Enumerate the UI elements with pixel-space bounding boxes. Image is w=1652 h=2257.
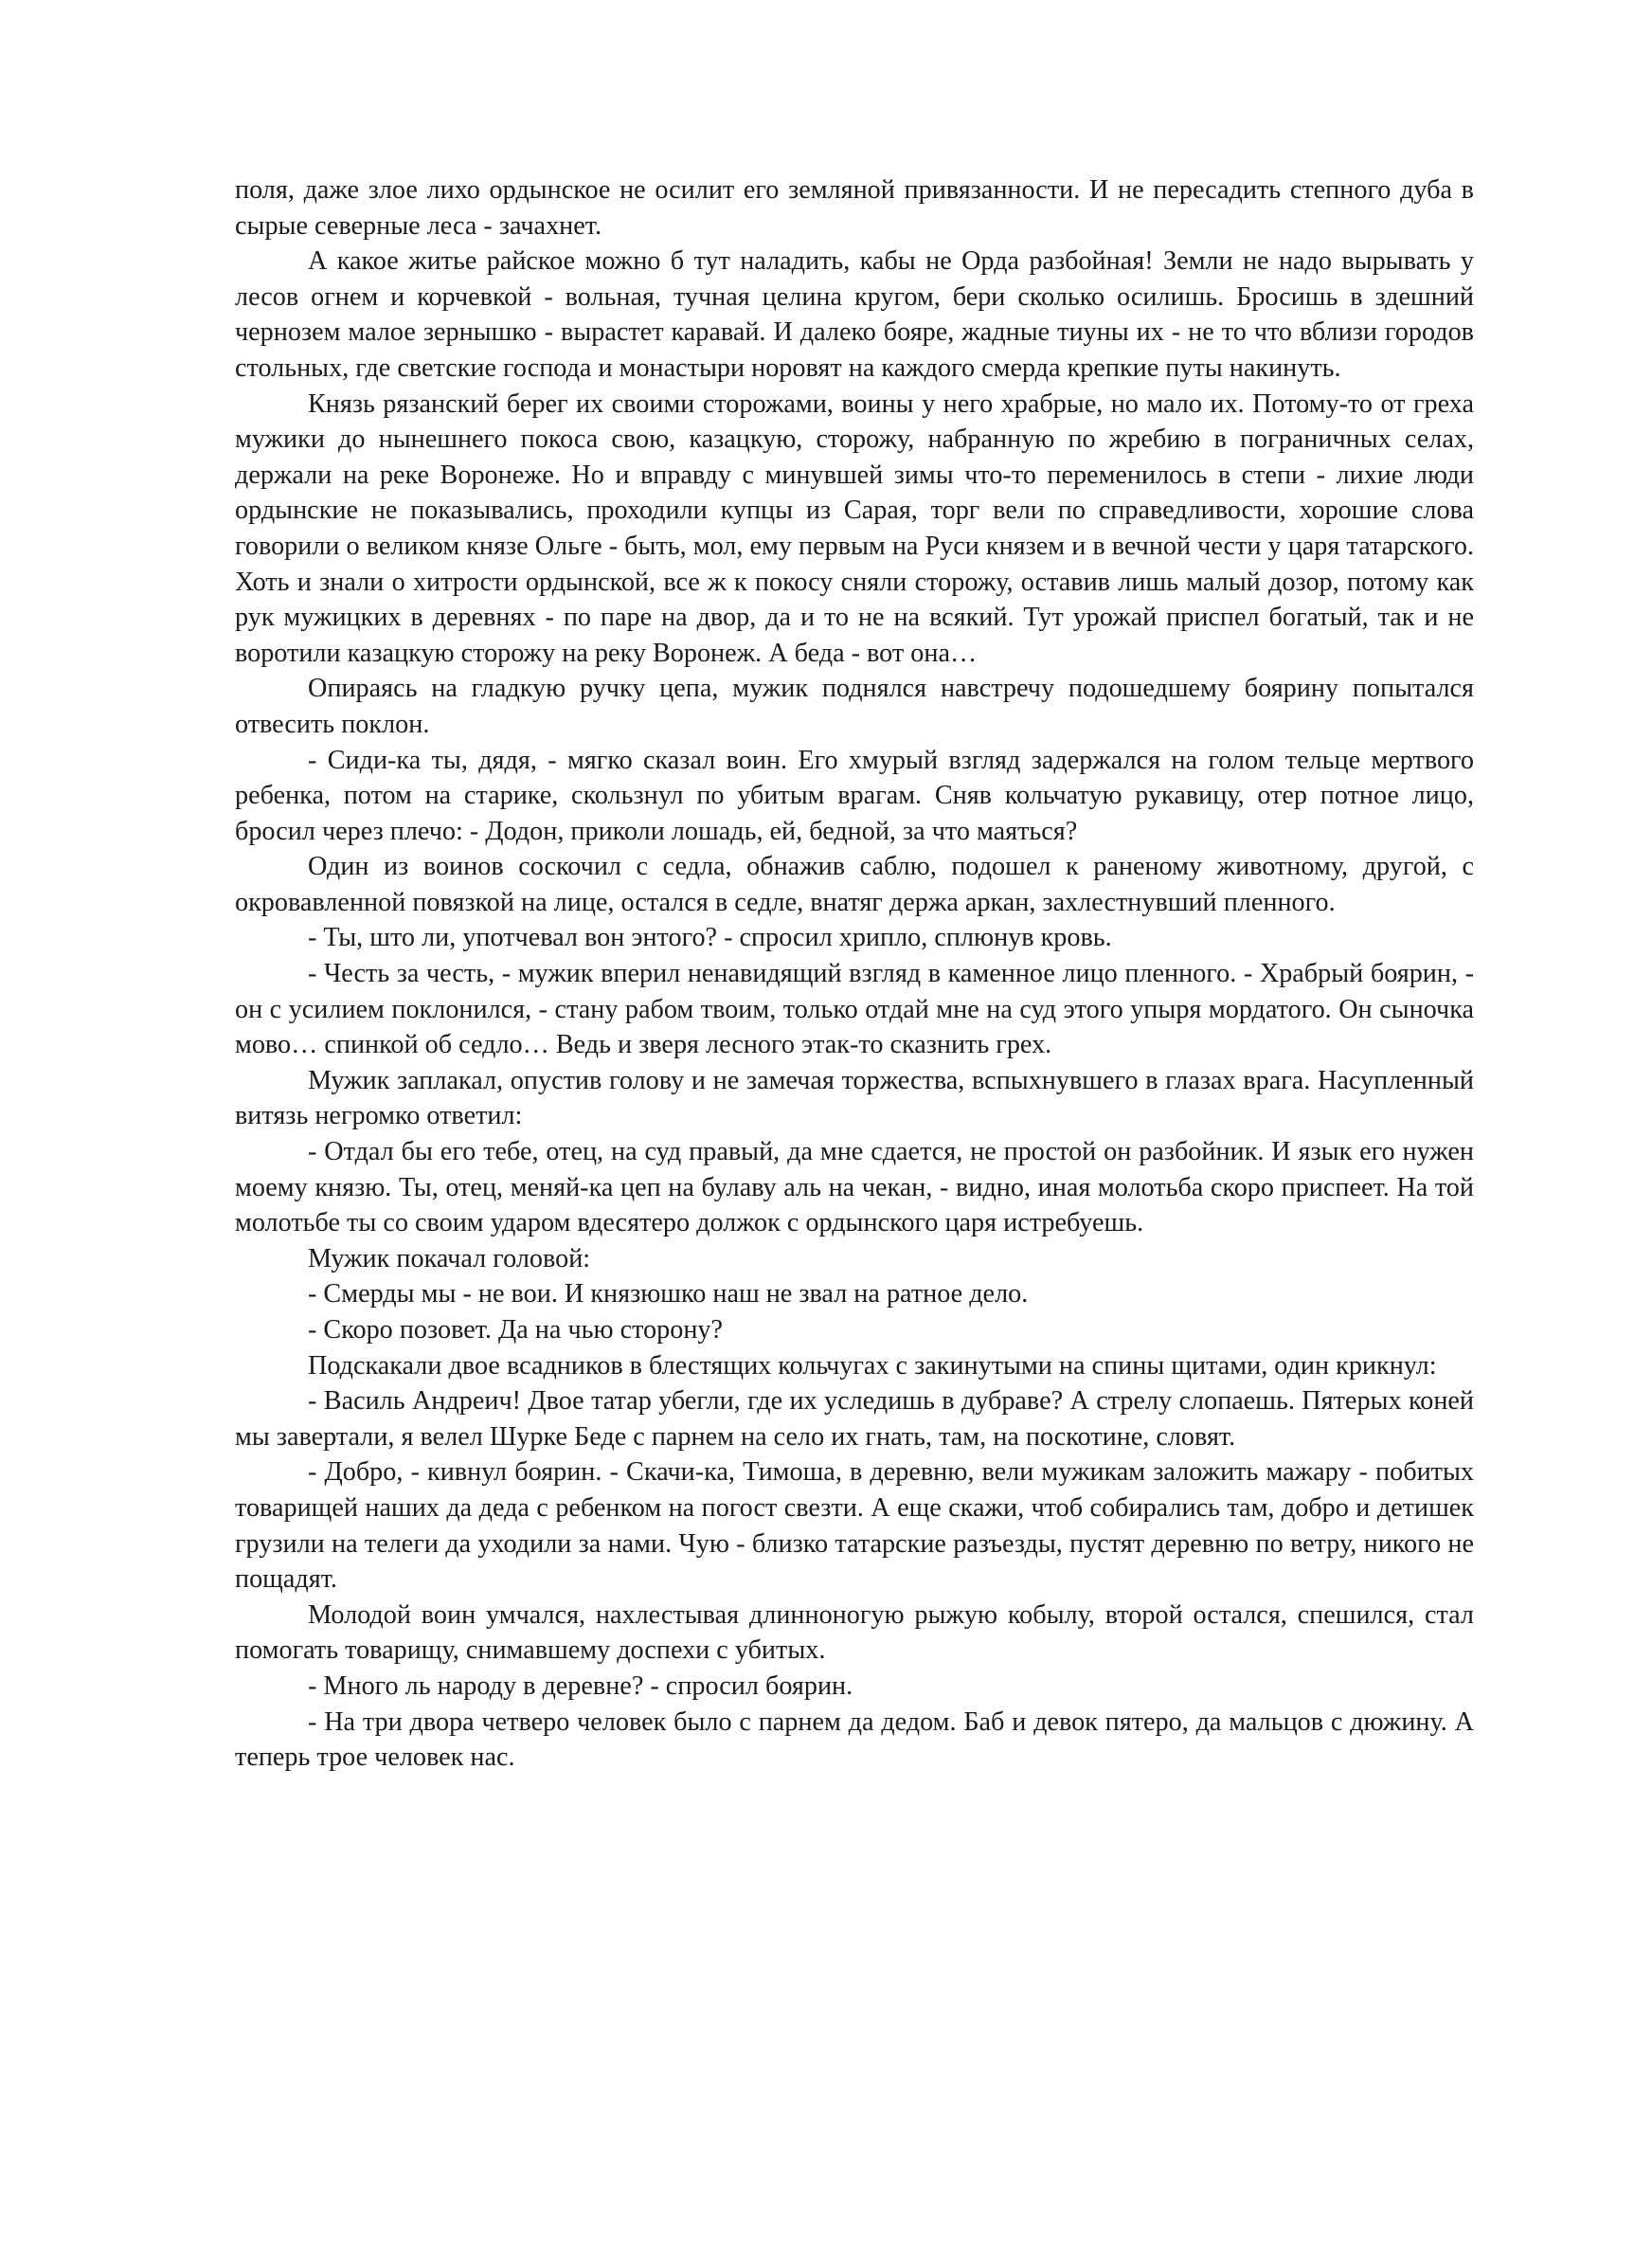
paragraph-12: - Смерды мы - не вои. И князюшко наш не звал на ратное дело. bbox=[308, 1279, 1029, 1309]
paragraph-17: Молодой воин умчался, нахлестывая длинноногую рыжую кобылу, второй остался, спешился, стал помогать товарищу, снимавшему доспехи с убитых. bbox=[235, 1599, 1474, 1666]
paragraph-1: поля, даже злое лихо ордынское не осилит его земляной привязанности. И не пересадить степного дуба в сырые северные леса - зачахнет. bbox=[235, 175, 1474, 241]
paragraph-13: - Скоро позовет. Да на чью сторону? bbox=[308, 1315, 724, 1345]
paragraph-3: Князь рязанский берег их своими сторожами, воины у него храбрые, но мало их. Потому-то от греха мужики до нынешнего покоса свою, казацкую, сторожу, набранную по жребию в пограничных селах, держали на реке Воронеже. Но и вправду с минувшей зимы что-то переменилось в степи - лихие люди ордынские не показывались, проходили купцы из Сарая, торг вели по справедливости, хорошие слова говорили о великом князе Ольге - быть, мол, ему первым на Руси князем и в вечной чести у царя татарского. Хоть и знали о хитрости ордынской, все ж к покосу сняли сторожу, оставив лишь малый дозор, потому как рук мужицких в деревнях - по паре на двор, да и то не на всякий. Тут урожай приспел богатый, так и не воротили казацкую сторожу на реку Воронеж. А беда - вот она… bbox=[235, 388, 1474, 668]
document-page bbox=[235, 172, 1474, 1776]
paragraph-2: А какое житье райское можно б тут наладить, кабы не Орда разбойная! Земли не надо вырывать у лесов огнем и корчевкой - вольная, тучная целина кругом, бери сколько осилишь. Бросишь в здешний чернозем малое зернышко - вырастет каравай. И далеко бояре, жадные тиуны их - не то что вблизи городов стольных, где светские господа и монастыри норовят на каждого смерда крепкие путы накинуть. bbox=[235, 246, 1474, 383]
paragraph-18: - Много ль народу в деревне? - спросил боярин. bbox=[308, 1670, 853, 1701]
paragraph-10: - Отдал бы его тебе, отец, на суд правый, да мне сдается, не простой он разбойник. И язык его нужен моему князю. Ты, отец, меняй-ка цеп на булаву аль на чекан, - видно, иная молотьба скоро приспеет. На той молотьбе ты со своим ударом вдесятеро должок с ордынского царя истребуешь. bbox=[235, 1137, 1474, 1238]
paragraph-8: - Честь за честь, - мужик вперил ненавидящий взгляд в каменное лицо пленного. - Храбрый боярин, - он с усилием поклонился, - стану рабом твоим, только отдай мне на суд этого упыря мордатого. Он сыночка мово… спинкой об седло… Ведь и зверя лесного этак-то сказнить грех. bbox=[235, 959, 1474, 1060]
paragraph-14: Подскакали двое всадников в блестящих кольчугах с закинутыми на спины щитами, один крикнул: bbox=[308, 1350, 1437, 1381]
paragraph-11: Мужик покачал головой: bbox=[308, 1243, 591, 1273]
paragraph-6: Один из воинов соскочил с седла, обнажив саблю, подошел к раненому животному, другой, с окровавленной повязкой на лице, остался в седле, внатяг держа аркан, захлестнувший пленного. bbox=[235, 852, 1474, 917]
paragraph-4: Опираясь на гладкую ручку цепа, мужик поднялся навстречу подошедшему боярину попытался отвесить поклон. bbox=[235, 674, 1474, 739]
paragraph-19: - На три двора четверо человек было с парнем да дедом. Баб и девок пятеро, да мальцов с дюжину. А теперь трое человек нас. bbox=[235, 1706, 1474, 1773]
paragraph-15: - Василь Андреич! Двое татар убегли, где их уследишь в дубраве? А стрелу слопаешь. Пятерых коней мы завертали, я велел Шурке Беде с парнем на село их гнать, там, на поскотине, словят. bbox=[235, 1386, 1474, 1452]
paragraph-9: Мужик заплакал, опустив голову и не замечая торжества, вспыхнувшего в глазах врага. Насупленный витязь негромко ответил: bbox=[235, 1065, 1474, 1131]
paragraph-7: - Ты, што ли, употчевал вон энтого? - спросил хрипло, сплюнув кровь. bbox=[308, 923, 1112, 953]
paragraph-16: - Добро, - кивнул боярин. - Скачи-ка, Тимоша, в деревню, вели мужикам заложить мажару - побитых товарищей наших да деда с ребенком на погост свезти. А еще скажи, чтоб собирались там, добро и детишек грузили на телеги да уходили за нами. Чую - близко татарские разъезды, пустят деревню по ветру, никого не пощадят. bbox=[235, 1457, 1474, 1595]
paragraph-5: - Сиди-ка ты, дядя, - мягко сказал воин. Его хмурый взгляд задержался на голом тельце мертвого ребенка, потом на старике, скользнул по убитым врагам. Сняв кольчатую рукавицу, отер потное лицо, бросил через плечо: - Додон, приколи лошадь, ей, бедной, за что маяться? bbox=[235, 745, 1474, 846]
